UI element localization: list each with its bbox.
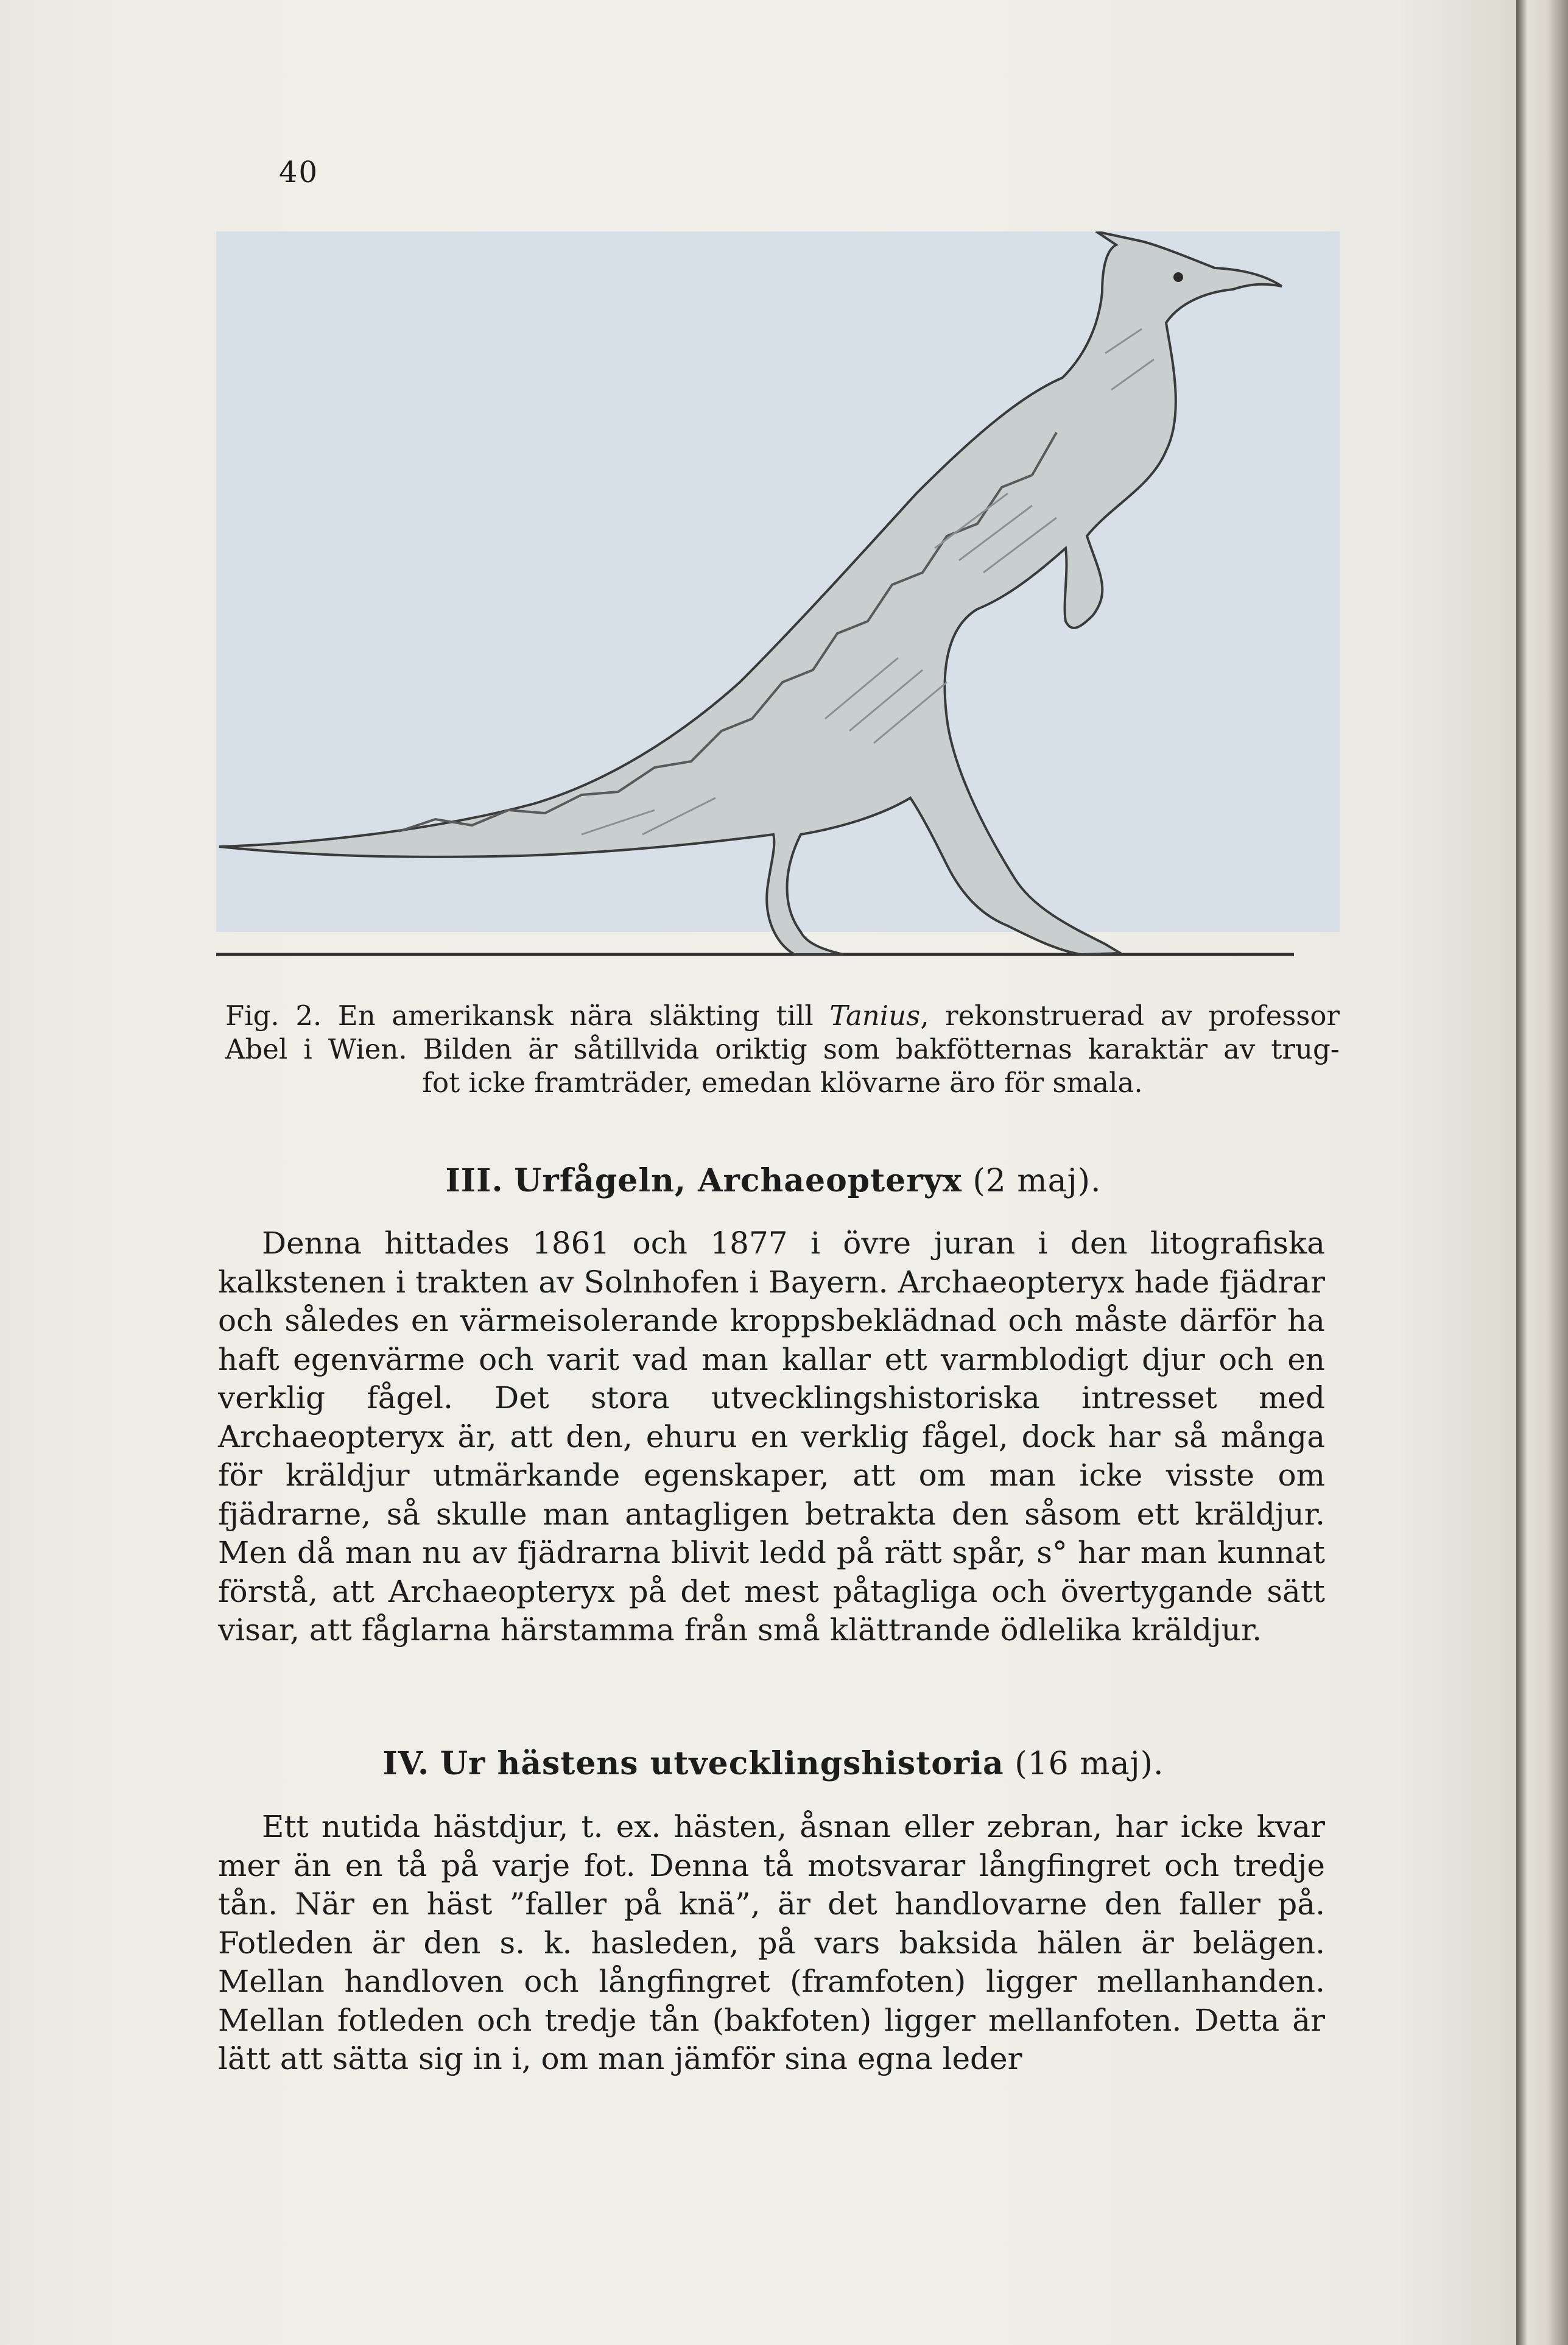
dinosaur-illustration [216, 231, 1340, 975]
section-number: IV. [382, 1745, 430, 1782]
dinosaur-eye [1173, 272, 1183, 282]
section-body-3 [218, 1224, 1325, 1650]
section-heading-3 [216, 1162, 1331, 1199]
caption-line-2: Abel i Wien. Bilden är såtillvida oriktig som bakfötternas karaktär av trug- [225, 1033, 1340, 1065]
figure-plate [216, 231, 1340, 932]
section-date: (16 maj). [1014, 1746, 1164, 1782]
caption-line-1: Fig. 2. En amerikansk nära släkting till Tanius, rekonstruerad av professor [225, 1000, 1340, 1032]
section-number: III. [445, 1162, 504, 1199]
genus-name: Tanius [829, 1000, 921, 1032]
caption-label: Fig. 2. [225, 1000, 322, 1032]
section-body-4 [218, 1808, 1325, 2079]
section-title: Urfågeln, Archaeopteryx [514, 1162, 962, 1199]
page-number: 40 [279, 155, 319, 189]
figure-caption [225, 999, 1340, 1099]
paragraph: Ett nutida hästdjur, t. ex. hästen, åsnan eller zebran, har icke kvar mer än en tå på varje fot. Denna tå motsvarar långfingret och tredje tån. När en häst ”faller på knä”, är det handlovarne den faller på. Fotleden är den s. k. hasleden, på vars baksida hälen är belägen. Mellan handloven och långfingret (framfoten) ligger mellanhanden. Mellan fotleden och tredje tån (bakfoten) ligger mellanfoten. Detta är lätt att sätta sig in i, om man jämför sina egna leder [218, 1809, 1325, 2076]
dinosaur-body [219, 231, 1282, 954]
caption-line-3: fot icke framträder, emedan klövarne äro för smala. [422, 1067, 1143, 1099]
paragraph: Denna hittades 1861 och 1877 i övre juran i den litografiska kalkstenen i trakten av Solnhofen i Bayern. Archaeopteryx hade fjädrar och således en värmeisolerande kroppsbeklädnad och måste därför ha haft egenvärme och varit vad man kallar ett varmblodigt djur och en verklig fågel. Det stora utvecklingshistoriska intresset med Archaeopteryx är, att den, ehuru en verklig fågel, dock har så många för kräldjur utmärkande egenskaper, att om man icke visste om fjädrarne, så skulle man antagligen betrakta den såsom ett kräldjur. Men då man nu av fjädrarna blivit ledd på rätt spår, s° har man kunnat förstå, att Archaeopteryx på det mest påtagliga och övertygande sätt visar, att fåglarna härstamma från små klättrande ödlelika kräldjur. [218, 1225, 1325, 1648]
section-date: (2 maj). [972, 1163, 1102, 1199]
section-title: Ur hästens utvecklingshistoria [440, 1745, 1004, 1782]
section-heading-4 [216, 1745, 1331, 1782]
next-page-edge [1516, 0, 1568, 2345]
